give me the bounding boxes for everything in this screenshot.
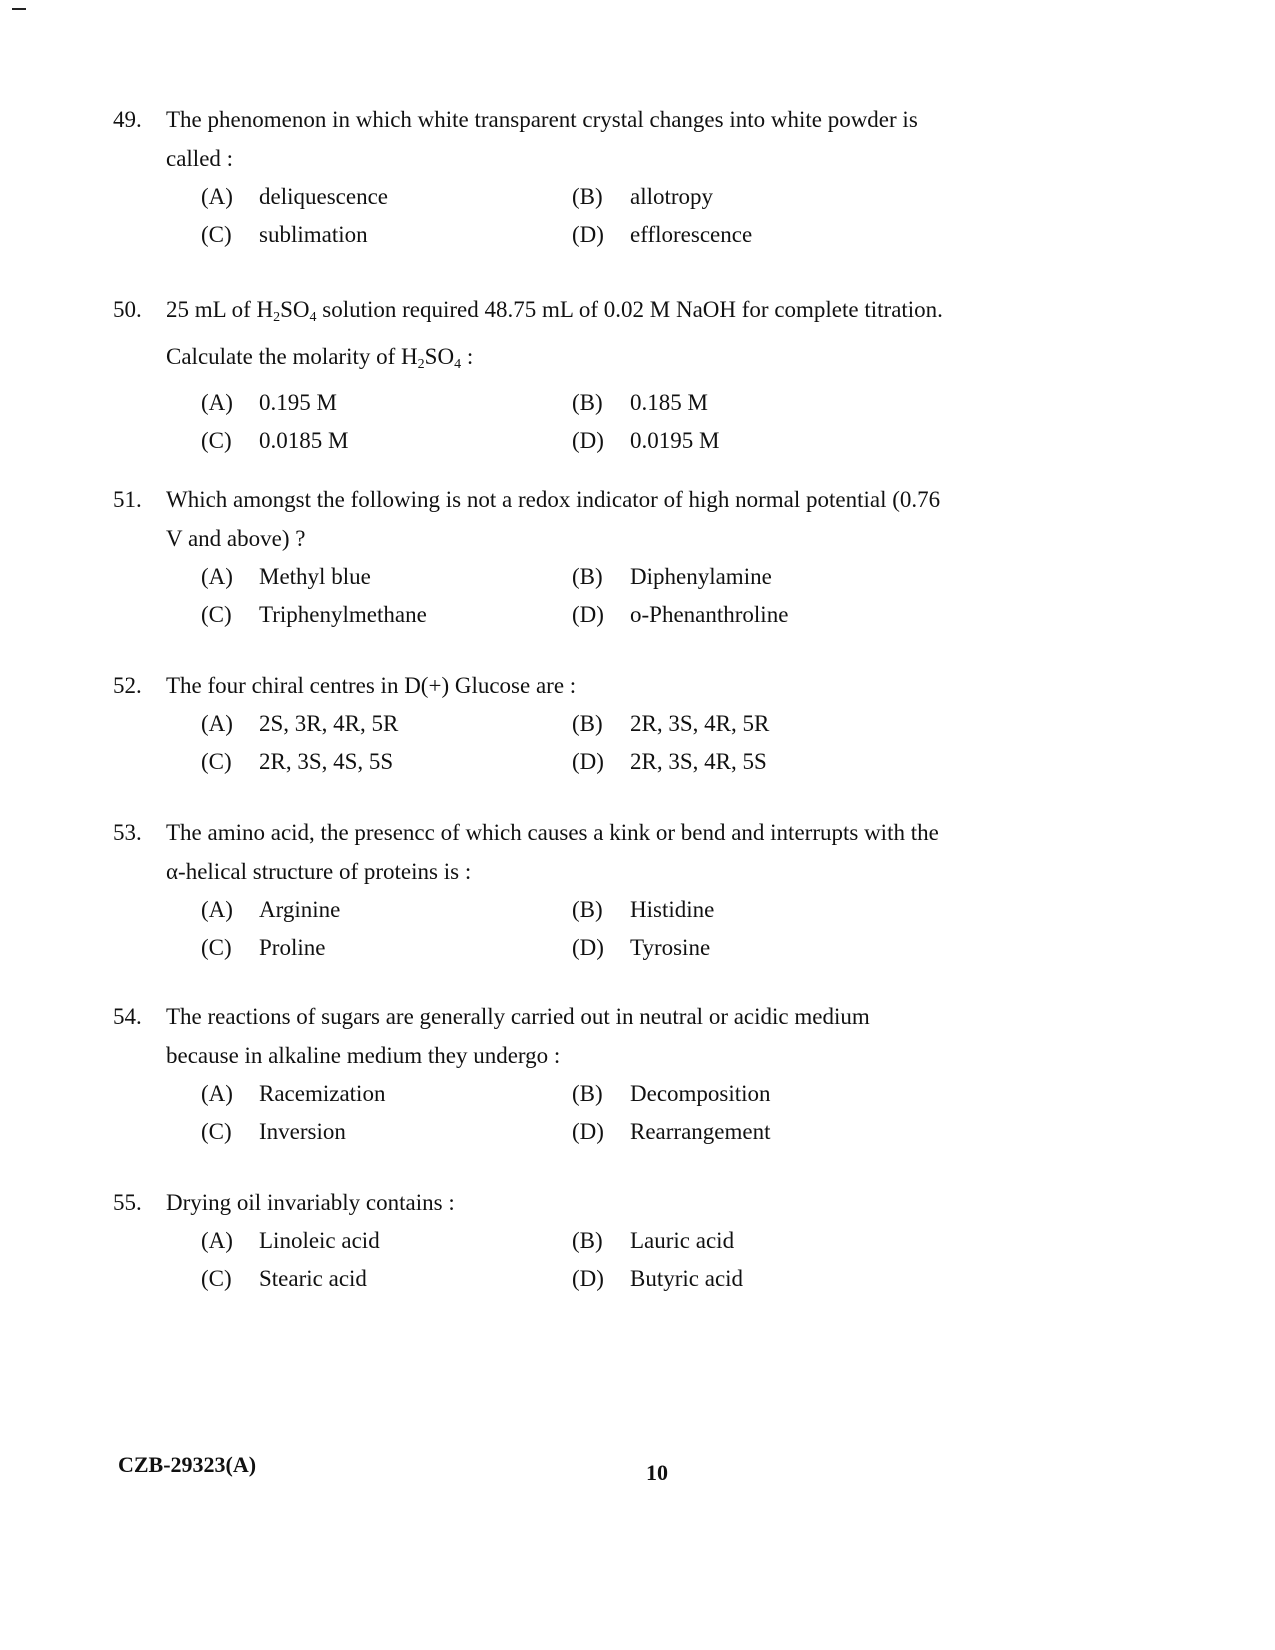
option-c: (C) Proline xyxy=(201,935,326,960)
option-d: (D) o-Phenanthroline xyxy=(572,602,789,627)
option-b: (B) Histidine xyxy=(572,897,715,922)
option-b: (B) Lauric acid xyxy=(572,1228,735,1253)
question-number: 54. xyxy=(113,1004,142,1029)
options xyxy=(201,558,943,634)
corner-mark xyxy=(12,8,26,10)
option-a: (A) 0.195 M xyxy=(201,390,337,415)
question-text: The amino acid, the presencc of which causes a kink or bend and interrupts with the α-helical structure of proteins is : xyxy=(166,820,939,884)
option-c: (C) Stearic acid xyxy=(201,1266,367,1291)
options xyxy=(201,384,943,460)
option-a: (A) Arginine xyxy=(201,897,341,922)
option-b: (B) 2R, 3S, 4R, 5R xyxy=(572,711,770,736)
option-a: (A) deliquescence xyxy=(201,184,388,209)
options xyxy=(201,178,943,254)
option-c: (C) 2R, 3S, 4S, 5S xyxy=(201,749,394,774)
option-a: (A) Methyl blue xyxy=(201,564,371,589)
option-d: (D) Rearrangement xyxy=(572,1119,771,1144)
question-54 xyxy=(113,997,943,1151)
option-b: (B) 0.185 M xyxy=(572,390,708,415)
option-d: (D) efflorescence xyxy=(572,222,753,247)
question-text: 25 mL of $H_2SO_4$ solution required 48.75 mL of 0.02 M NaOH for complete titration. Calculate the molarity of $H_2SO_4$ : xyxy=(166,297,943,372)
option-c: (C) Triphenylmethane xyxy=(201,602,427,627)
option-d: (D) Butyric acid xyxy=(572,1266,744,1291)
question-text: Which amongst the following is not a redox indicator of high normal potential (0.76 V and above) ? xyxy=(166,487,941,551)
question-55 xyxy=(113,1183,943,1298)
option-b: (B) allotropy xyxy=(572,184,714,209)
question-number: 53. xyxy=(113,820,142,845)
question-49 xyxy=(113,100,943,254)
option-a: (A) Racemization xyxy=(201,1081,386,1106)
question-number: 55. xyxy=(113,1190,142,1215)
option-c: (C) 0.0185 M xyxy=(201,428,349,453)
options xyxy=(201,891,943,967)
option-d: (D) 2R, 3S, 4R, 5S xyxy=(572,749,767,774)
page-number: 10 xyxy=(646,1460,668,1485)
question-text: The phenomenon in which white transparent crystal changes into white powder is called : xyxy=(166,107,918,171)
option-b: (B) Decomposition xyxy=(572,1081,771,1106)
option-d: (D) Tyrosine xyxy=(572,935,711,960)
question-51 xyxy=(113,480,943,634)
options xyxy=(201,1075,943,1151)
option-a: (A) Linoleic acid xyxy=(201,1228,380,1253)
question-number: 50. xyxy=(113,297,142,322)
booklet-code: CZB-29323(A) xyxy=(118,1452,257,1477)
question-50 xyxy=(113,290,943,460)
question-number: 52. xyxy=(113,673,142,698)
option-c: (C) sublimation xyxy=(201,222,368,247)
question-text: Drying oil invariably contains : xyxy=(166,1190,455,1215)
question-number: 49. xyxy=(113,107,142,132)
question-text: The four chiral centres in D(+) Glucose are : xyxy=(166,673,577,698)
question-52 xyxy=(113,666,943,781)
question-text: The reactions of sugars are generally carried out in neutral or acidic medium because in alkaline medium they undergo : xyxy=(166,1004,870,1068)
question-53 xyxy=(113,813,943,967)
question-number: 51. xyxy=(113,487,142,512)
option-a: (A) 2S, 3R, 4R, 5R xyxy=(201,711,399,736)
options xyxy=(201,1222,943,1298)
option-b: (B) Diphenylamine xyxy=(572,564,772,589)
option-d: (D) 0.0195 M xyxy=(572,428,720,453)
option-c: (C) Inversion xyxy=(201,1119,346,1144)
options xyxy=(201,705,943,781)
